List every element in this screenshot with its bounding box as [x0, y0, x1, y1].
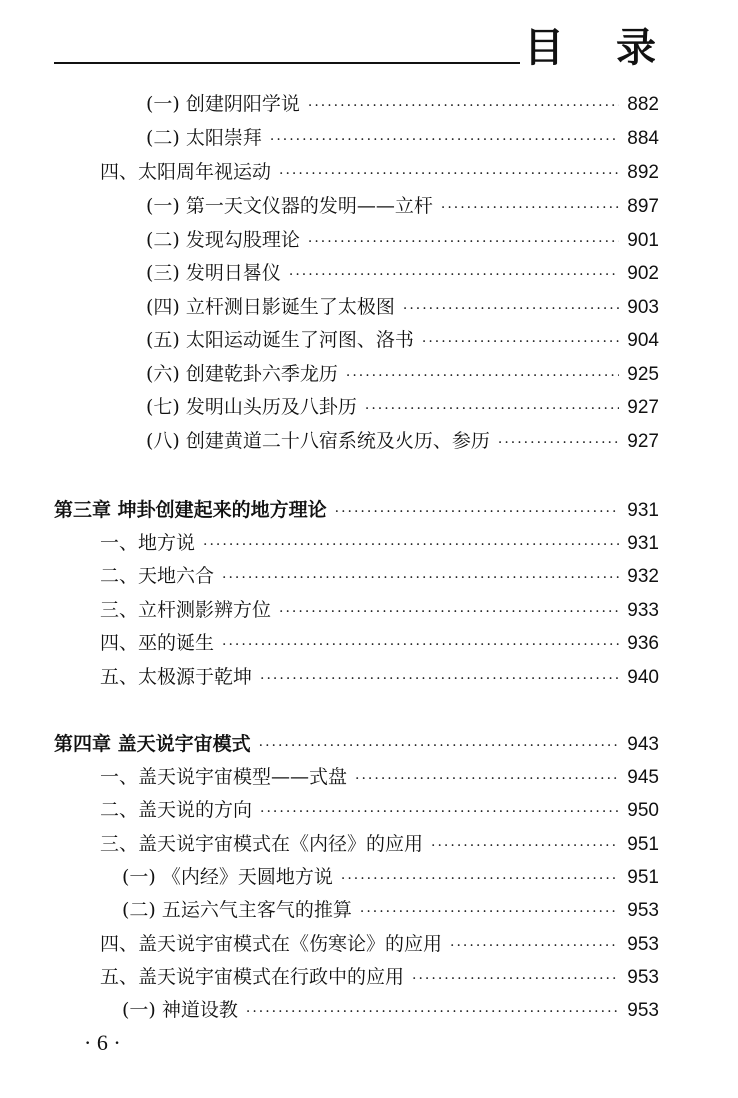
header-rule [54, 62, 520, 64]
dot-leader [341, 863, 619, 895]
toc-entry-page: 931 [627, 533, 659, 554]
toc-entry-label: 四、巫的诞生 [100, 632, 215, 654]
toc-entry[interactable] [100, 961, 659, 993]
toc-entry-page: 884 [627, 128, 659, 149]
toc-entry[interactable] [100, 527, 659, 559]
toc-entry[interactable] [100, 156, 659, 188]
toc-entry[interactable] [146, 391, 659, 423]
toc-entry-page: 943 [627, 734, 659, 755]
dot-leader [259, 730, 620, 762]
toc-entry-label: (七) 发明山头历及八卦历 [146, 396, 357, 418]
toc-entry[interactable] [122, 994, 659, 1026]
toc-entry-page: 940 [627, 667, 659, 688]
dot-leader [412, 963, 619, 995]
toc-entry-page: 953 [627, 967, 659, 988]
toc-entry-label: 第四章 盖天说宇宙模式 [54, 733, 251, 755]
toc-entry-page: 931 [627, 500, 659, 521]
toc-entry[interactable] [100, 661, 659, 693]
toc-entry-page: 897 [627, 196, 659, 217]
toc-entry-page: 903 [627, 297, 659, 318]
dot-leader [260, 796, 619, 828]
toc-entry-label: (六) 创建乾卦六季龙历 [146, 363, 338, 385]
toc-entry-label: 一、地方说 [100, 532, 196, 554]
dot-leader [270, 124, 619, 156]
toc-entry-page: 951 [627, 834, 659, 855]
toc-entry[interactable] [100, 828, 659, 860]
toc-entry-label: 一、盖天说宇宙模型——式盘 [100, 766, 348, 788]
toc-entry-page: 927 [627, 397, 659, 418]
toc-entry[interactable] [100, 560, 659, 592]
toc-entry-label: 五、盖天说宇宙模式在行政中的应用 [100, 966, 405, 988]
dot-leader [498, 427, 619, 459]
dot-leader [346, 360, 619, 392]
dot-leader [260, 663, 619, 695]
page-title: 目录 [524, 25, 708, 71]
toc-entry-label: 第三章 坤卦创建起来的地方理论 [54, 499, 327, 521]
dot-leader [403, 293, 619, 325]
toc-entry[interactable] [100, 928, 659, 960]
dot-leader [222, 562, 619, 594]
toc-entry[interactable] [146, 88, 659, 120]
toc-entry-label: 三、盖天说宇宙模式在《内径》的应用 [100, 833, 424, 855]
toc-entry[interactable] [100, 761, 659, 793]
toc-entry-label: (一) 第一天文仪器的发明——立杆 [146, 195, 433, 217]
page-number: · 6 · [84, 1030, 121, 1055]
toc-entry-page: 933 [627, 600, 659, 621]
toc-entry[interactable] [100, 627, 659, 659]
toc-entry-page: 902 [627, 263, 659, 284]
dot-leader [441, 192, 619, 224]
toc-entry-label: 二、盖天说的方向 [100, 799, 253, 821]
toc-entry-page: 945 [627, 767, 659, 788]
toc-entry-label: 四、盖天说宇宙模式在《伤寒论》的应用 [100, 933, 443, 955]
toc-chapter-entry[interactable] [54, 494, 659, 526]
toc-entry-label: (一) 创建阴阳学说 [146, 93, 300, 115]
dot-leader [422, 326, 619, 358]
toc-entry-label: (一) 《内经》天圆地方说 [122, 866, 333, 888]
toc-entry-label: 二、天地六合 [100, 565, 215, 587]
toc-entry-page: 925 [627, 364, 659, 385]
toc-entry[interactable] [146, 122, 659, 154]
toc-entry-label: (二) 太阳崇拜 [146, 127, 262, 149]
toc-entry[interactable] [100, 594, 659, 626]
dot-leader [279, 596, 619, 628]
toc-entry-page: 927 [627, 431, 659, 452]
toc-entry-page: 932 [627, 566, 659, 587]
toc-entry-page: 951 [627, 867, 659, 888]
toc-entry-label: 五、太极源于乾坤 [100, 666, 253, 688]
dot-leader [335, 496, 620, 528]
toc-entry-label: (二) 发现勾股理论 [146, 229, 300, 251]
toc-entry-label: (五) 太阳运动诞生了河图、洛书 [146, 329, 414, 351]
toc-entry-label: (四) 立杆测日影诞生了太极图 [146, 296, 395, 318]
dot-leader [360, 896, 619, 928]
toc-entry[interactable] [146, 291, 659, 323]
dot-leader [203, 529, 619, 561]
toc-entry-page: 901 [627, 230, 659, 251]
toc-entry-label: (一) 神道设教 [122, 999, 238, 1021]
toc-entry-page: 953 [627, 1000, 659, 1021]
dot-leader [450, 930, 619, 962]
toc-entry-label: (三) 发明日晷仪 [146, 262, 281, 284]
toc-entry-page: 936 [627, 633, 659, 654]
dot-leader [308, 226, 619, 258]
toc-entry[interactable] [122, 861, 659, 893]
dot-leader [279, 158, 619, 190]
toc-entry[interactable] [122, 894, 659, 926]
toc-entry[interactable] [146, 257, 659, 289]
toc-entry-page: 882 [627, 94, 659, 115]
dot-leader [431, 830, 619, 862]
toc-entry[interactable] [146, 358, 659, 390]
dot-leader [246, 996, 619, 1028]
dot-leader [355, 763, 619, 795]
toc-entry-label: (八) 创建黄道二十八宿系统及火历、参历 [146, 430, 490, 452]
toc-entry-page: 953 [627, 900, 659, 921]
dot-leader [308, 90, 619, 122]
toc-entry[interactable] [146, 425, 659, 457]
toc-entry-label: 四、太阳周年视运动 [100, 161, 272, 183]
toc-entry-label: (二) 五运六气主客气的推算 [122, 899, 352, 921]
toc-entry-page: 950 [627, 800, 659, 821]
dot-leader [222, 629, 619, 661]
toc-entry-label: 三、立杆测影辨方位 [100, 599, 272, 621]
toc-entry-page: 892 [627, 162, 659, 183]
toc-entry[interactable] [146, 190, 659, 222]
toc-entry[interactable] [100, 794, 659, 826]
toc-entry-page: 904 [627, 330, 659, 351]
toc-entry-page: 953 [627, 934, 659, 955]
dot-leader [365, 393, 619, 425]
toc-entry[interactable] [146, 324, 659, 356]
dot-leader [289, 259, 619, 291]
toc-entry[interactable] [146, 224, 659, 256]
toc-chapter-entry[interactable] [54, 728, 659, 760]
